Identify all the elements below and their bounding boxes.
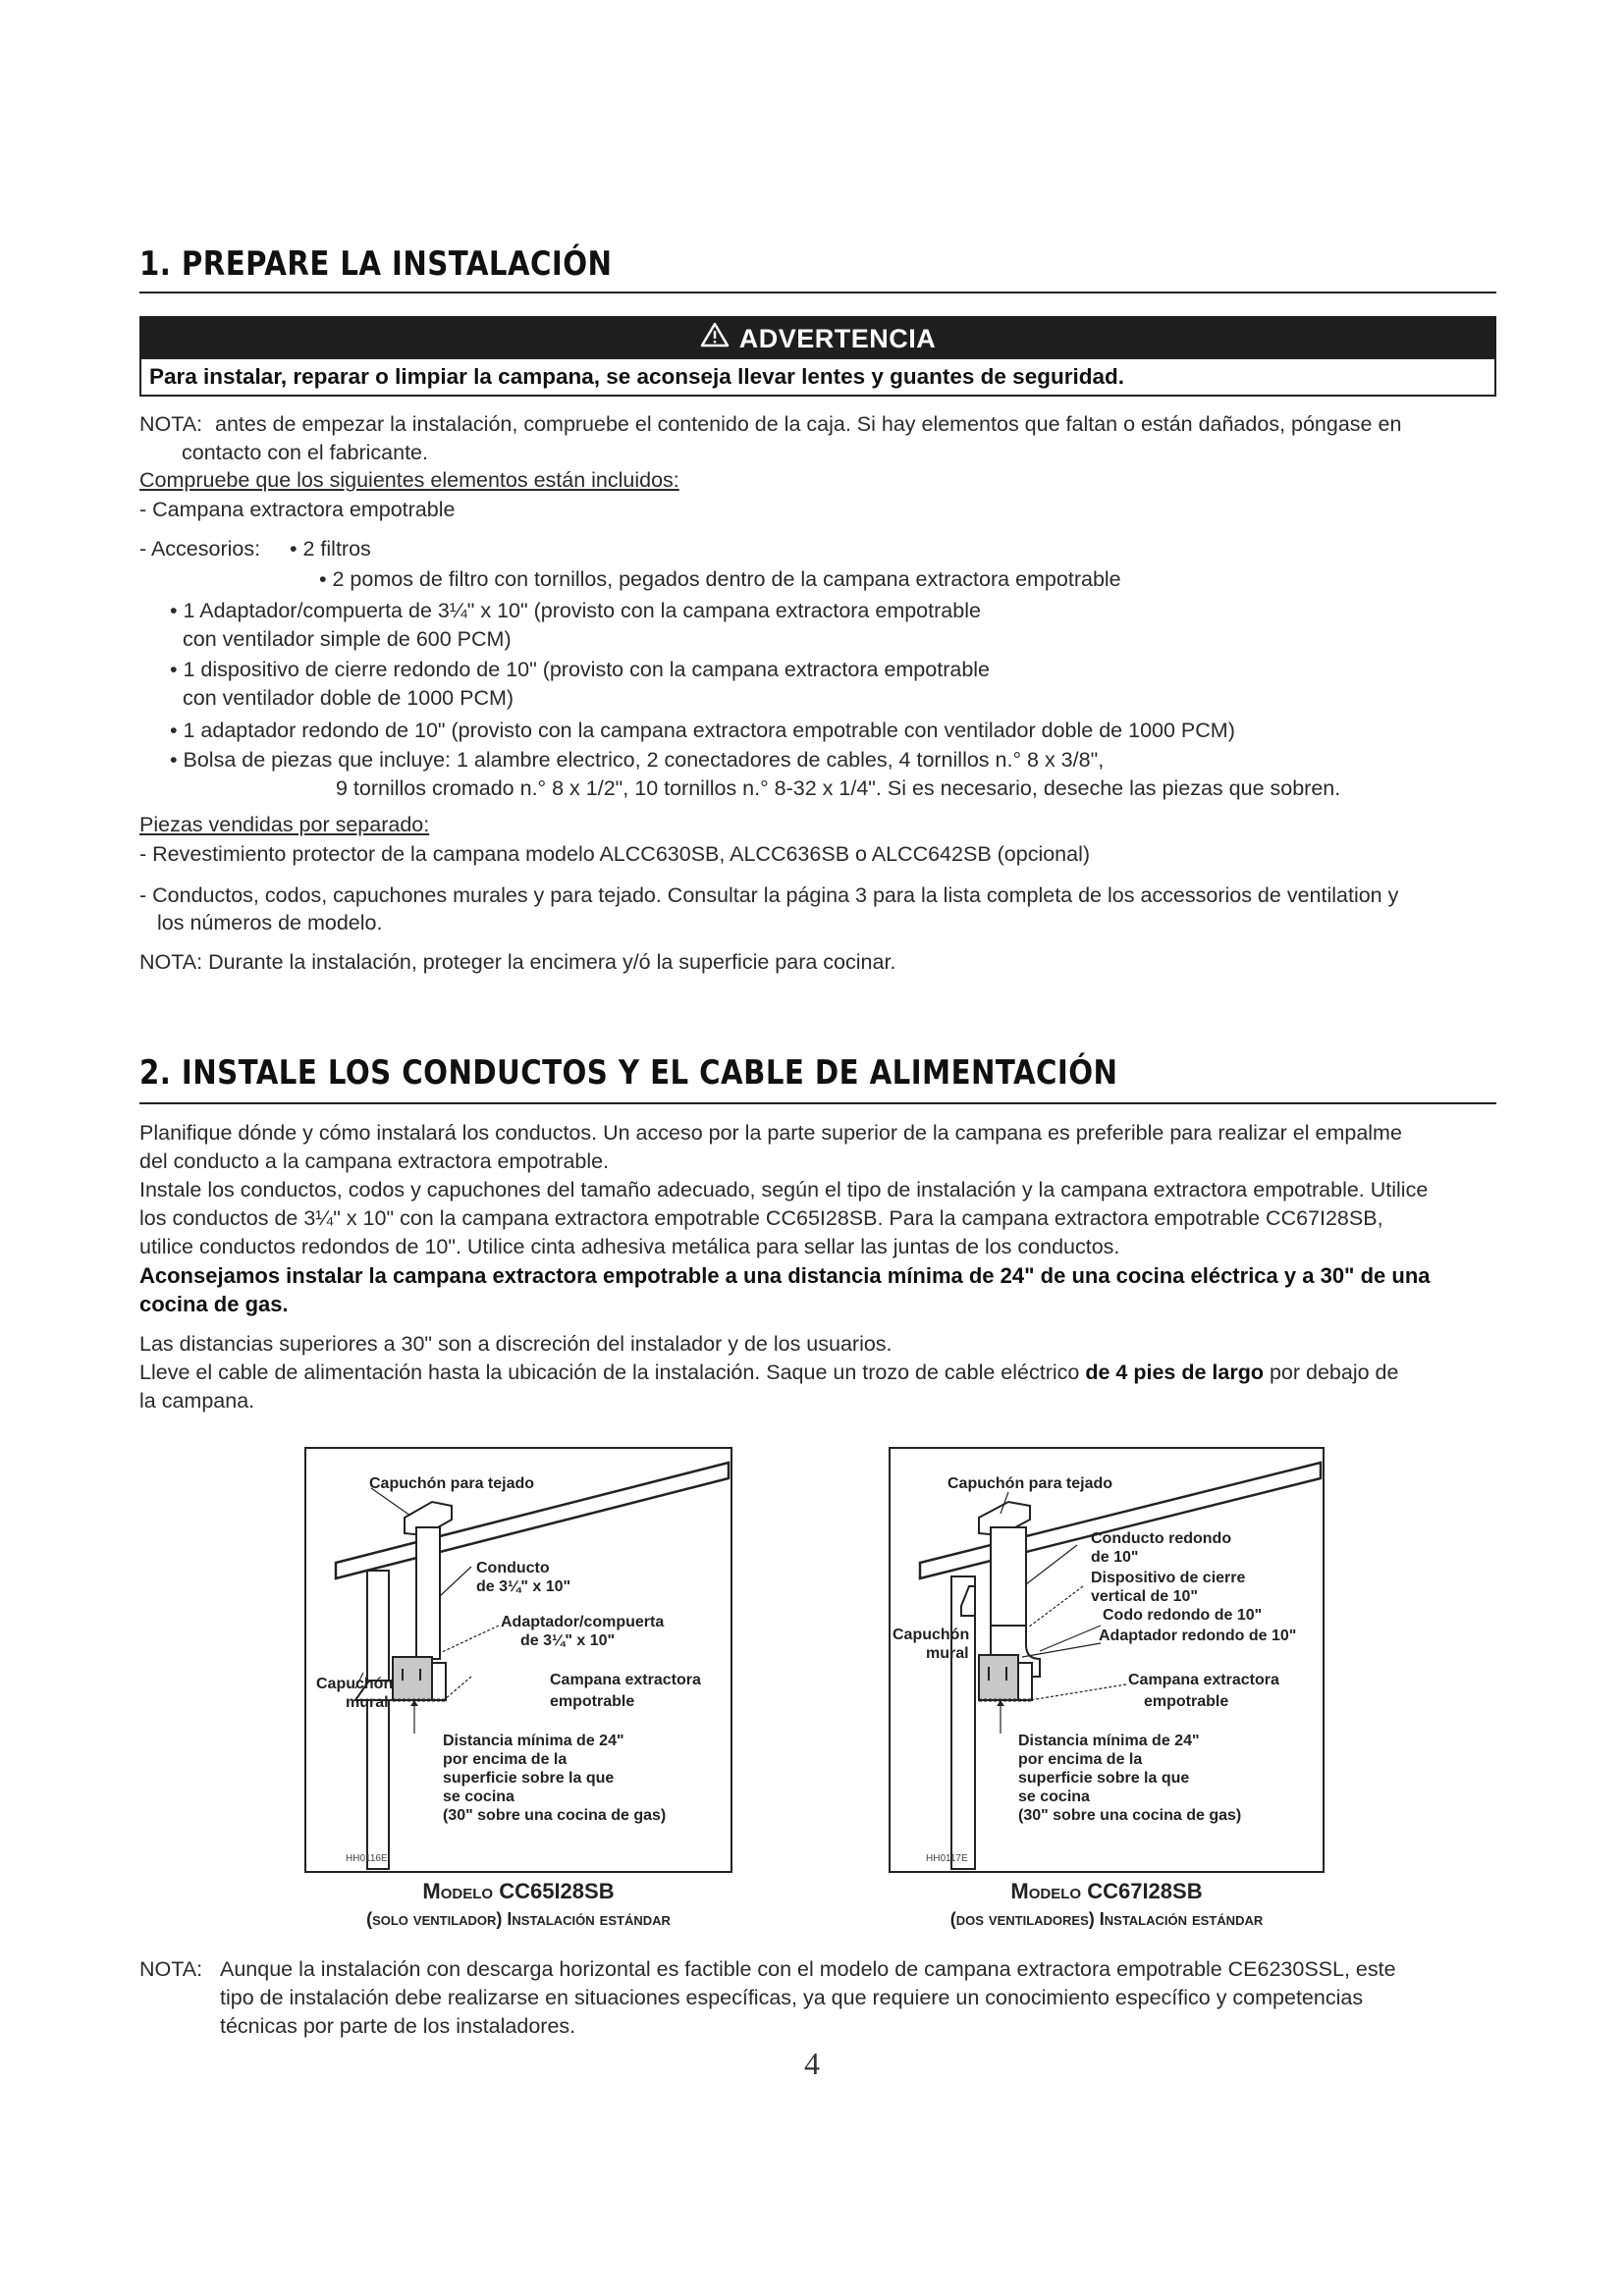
right-distance-label-4: se cocina — [1018, 1789, 1090, 1805]
para-3-line-2: cocina de gas. — [139, 1292, 289, 1316]
para-2-line-3: utilice conductos redondos de 10". Utilice cinta adhesiva metálica para sellar las juntas de los conductos. — [139, 1235, 1120, 1258]
right-round-duct-label-2: de 10" — [1091, 1549, 1139, 1566]
right-round-duct-label-1: Conducto redondo — [1091, 1530, 1232, 1547]
para-1-line-2: del conducto a la campana extractora empotrable. — [139, 1149, 610, 1173]
accessory-6-cont: 9 tornillos cromado n.° 8 x 1/2", 10 tornillos n.° 8-32 x 1/4". Si es necesario, deseche las piezas que sobren. — [336, 776, 1341, 800]
accessory-4: • 1 dispositivo de cierre redondo de 10" (provisto con la campana extractora empotrable — [170, 658, 991, 681]
left-wall-cap-label-1: Capuchón — [316, 1676, 394, 1692]
right-diagram-code: HH0117E — [926, 1853, 968, 1864]
bottom-nota-text: Aunque la instalación con descarga horizontal es factible con el modelo de campana extractora empotrable CE6230SSL, este tipo de instalación debe realizarse en situaciones específicas, ya que requiere un conocimiento específico y competencias técnicas por parte de los instaladores. — [220, 1957, 1396, 2038]
right-distance-label-3: superficie sobre la que — [1018, 1770, 1190, 1787]
para-4: Las distancias superiores a 30" son a discreción del instalador y de los usuarios. — [139, 1332, 893, 1356]
left-caption-sub: (solo ventilador) Instalación estándar — [366, 1909, 671, 1929]
warning-title: ADVERTENCIA — [738, 323, 937, 353]
accessory-5: • 1 adaptador redondo de 10" (provisto con la campana extractora empotrable con ventilador doble de 1000 PCM) — [170, 719, 1235, 742]
right-wall-cap-label-1: Capuchón — [893, 1627, 970, 1643]
accessory-3: • 1 Adaptador/compuerta de 3¼" x 10" (provisto con la campana extractora empotrable — [170, 599, 981, 622]
warning-text: Para instalar, reparar o limpiar la campana, se aconseja llevar lentes y guantes de seguridad. — [139, 357, 1496, 397]
nota-1-text: antes de empezar la instalación, compruebe el contenido de la caja. Si hay elementos que faltan o están dañados, póngase en — [215, 412, 1402, 436]
warning-icon — [700, 318, 730, 359]
para-1-line-1: Planifique dónde y cómo instalará los conductos. Un acceso por la parte superior de la campana es preferible para realizar el empalme — [139, 1121, 1402, 1145]
right-caption-sub: (dos ventiladores) Instalación estándar — [949, 1909, 1264, 1929]
right-wall-cap-label-2: mural — [926, 1645, 969, 1662]
accessory-6: • Bolsa de piezas que incluye: 1 alambre electrico, 2 conectadores de cables, 4 tornillos n.° 8 x 3/8", — [170, 748, 1105, 772]
right-distance-label-5: (30" sobre una cocina de gas) — [1018, 1807, 1242, 1824]
left-wall-cap-label-2: mural — [346, 1694, 389, 1711]
left-distance-label-5: (30" sobre una cocina de gas) — [443, 1807, 667, 1824]
warning-bar — [139, 316, 1496, 357]
check-heading: Compruebe que los siguientes elementos están incluidos: — [139, 468, 679, 492]
left-adapter-label-2: de 3¼" x 10" — [520, 1632, 616, 1649]
right-distance-label-1: Distancia mínima de 24" — [1018, 1733, 1200, 1749]
right-roof-cap-label: Capuchón para tejado — [947, 1475, 1113, 1492]
accesorios-label: - Accesorios: — [139, 537, 261, 561]
para-3-line-1: Aconsejamos instalar la campana extractora empotrable a una distancia mínima de 24" de una cocina eléctrica y a 30" de una — [139, 1263, 1431, 1288]
accessory-2: • 2 pomos de filtro con tornillos, pegados dentro de la campana extractora empotrable — [319, 567, 1121, 591]
right-caption-model: Modelo CC67I28SB — [1010, 1879, 1203, 1903]
left-duct-label-2: de 3¼" x 10" — [476, 1578, 571, 1595]
accessory-4-cont: con ventilador doble de 1000 PCM) — [183, 686, 514, 710]
nota-2: NOTA: Durante la instalación, proteger la encimera y/ó la superficie para cocinar. — [139, 950, 896, 974]
diagram-left — [304, 1447, 732, 1873]
accessory-1: • 2 filtros — [290, 537, 371, 561]
section-2-rule — [139, 1102, 1496, 1104]
left-distance-label-3: superficie sobre la que — [443, 1770, 615, 1787]
section-1-rule — [139, 292, 1496, 294]
item-campana: - Campana extractora empotrable — [139, 498, 456, 521]
left-caption-model: Modelo CC65I28SB — [422, 1879, 615, 1903]
nota-1 — [139, 410, 1499, 467]
bottom-nota-label: NOTA: — [139, 1957, 203, 1981]
sold-item-1: - Revestimiento protector de la campana modelo ALCC630SB, ALCC636SB o ALCC642SB (opcional) — [139, 842, 1091, 866]
section-2-heading: 2. INSTALE LOS CONDUCTOS Y EL CABLE DE ALIMENTACIÓN — [139, 1053, 1118, 1093]
nota-1-text-2: contacto con el fabricante. — [182, 441, 428, 464]
sold-item-2-cont: los números de modelo. — [157, 911, 383, 934]
sold-item-2: - Conductos, codos, capuchones murales y para tejado. Consultar la página 3 para la lista completa de los accessorios de ventilation y — [139, 883, 1399, 907]
left-duct-label-1: Conducto — [476, 1560, 550, 1576]
nota-1-label: NOTA: — [139, 412, 203, 436]
right-damper-label-2: vertical de 10" — [1091, 1588, 1198, 1605]
right-adapter-label: Adaptador redondo de 10" — [1099, 1628, 1297, 1644]
page-number: 4 — [804, 2046, 820, 2081]
para-5-line-2: la campana. — [139, 1389, 255, 1413]
right-distance-label-2: por encima de la — [1018, 1751, 1143, 1768]
section-1-heading: 1. PREPARE LA INSTALACIÓN — [139, 244, 613, 284]
sold-heading: Piezas vendidas por separado: — [139, 813, 430, 836]
left-adapter-label-1: Adaptador/compuerta — [501, 1614, 665, 1630]
right-elbow-label: Codo redondo de 10" — [1103, 1607, 1263, 1624]
left-distance-label-2: por encima de la — [443, 1751, 568, 1768]
para-5-line-1: Lleve el cable de alimentación hasta la ubicación de la instalación. Saque un trozo de cable eléctrico de 4 pies de largo por debajo de — [139, 1361, 1399, 1384]
left-roof-cap-label: Capuchón para tejado — [369, 1475, 535, 1492]
left-hood-label-2: empotrable — [550, 1693, 635, 1710]
accessory-3-cont: con ventilador simple de 600 PCM) — [183, 627, 512, 651]
right-hood-label-2: empotrable — [1144, 1693, 1229, 1710]
para-2-line-2: los conductos de 3¼" x 10" con la campana extractora empotrable CC65I28SB. Para la campana extractora empotrable CC67I28SB, — [139, 1206, 1383, 1230]
left-distance-label-1: Distancia mínima de 24" — [443, 1733, 624, 1749]
section-2-body — [139, 1119, 1499, 1415]
left-distance-label-4: se cocina — [443, 1789, 514, 1805]
right-hood-label-1: Campana extractora — [1128, 1672, 1279, 1688]
left-diagram-code: HH0116E — [346, 1853, 388, 1864]
left-hood-label-1: Campana extractora — [550, 1672, 701, 1688]
right-damper-label-1: Dispositivo de cierre — [1091, 1570, 1246, 1586]
diagram-right — [889, 1447, 1325, 1873]
para-2-line-1: Instale los conductos, codos y capuchones del tamaño adecuado, según el tipo de instalación y la campana extractora empotrable. Utilice — [139, 1178, 1429, 1201]
